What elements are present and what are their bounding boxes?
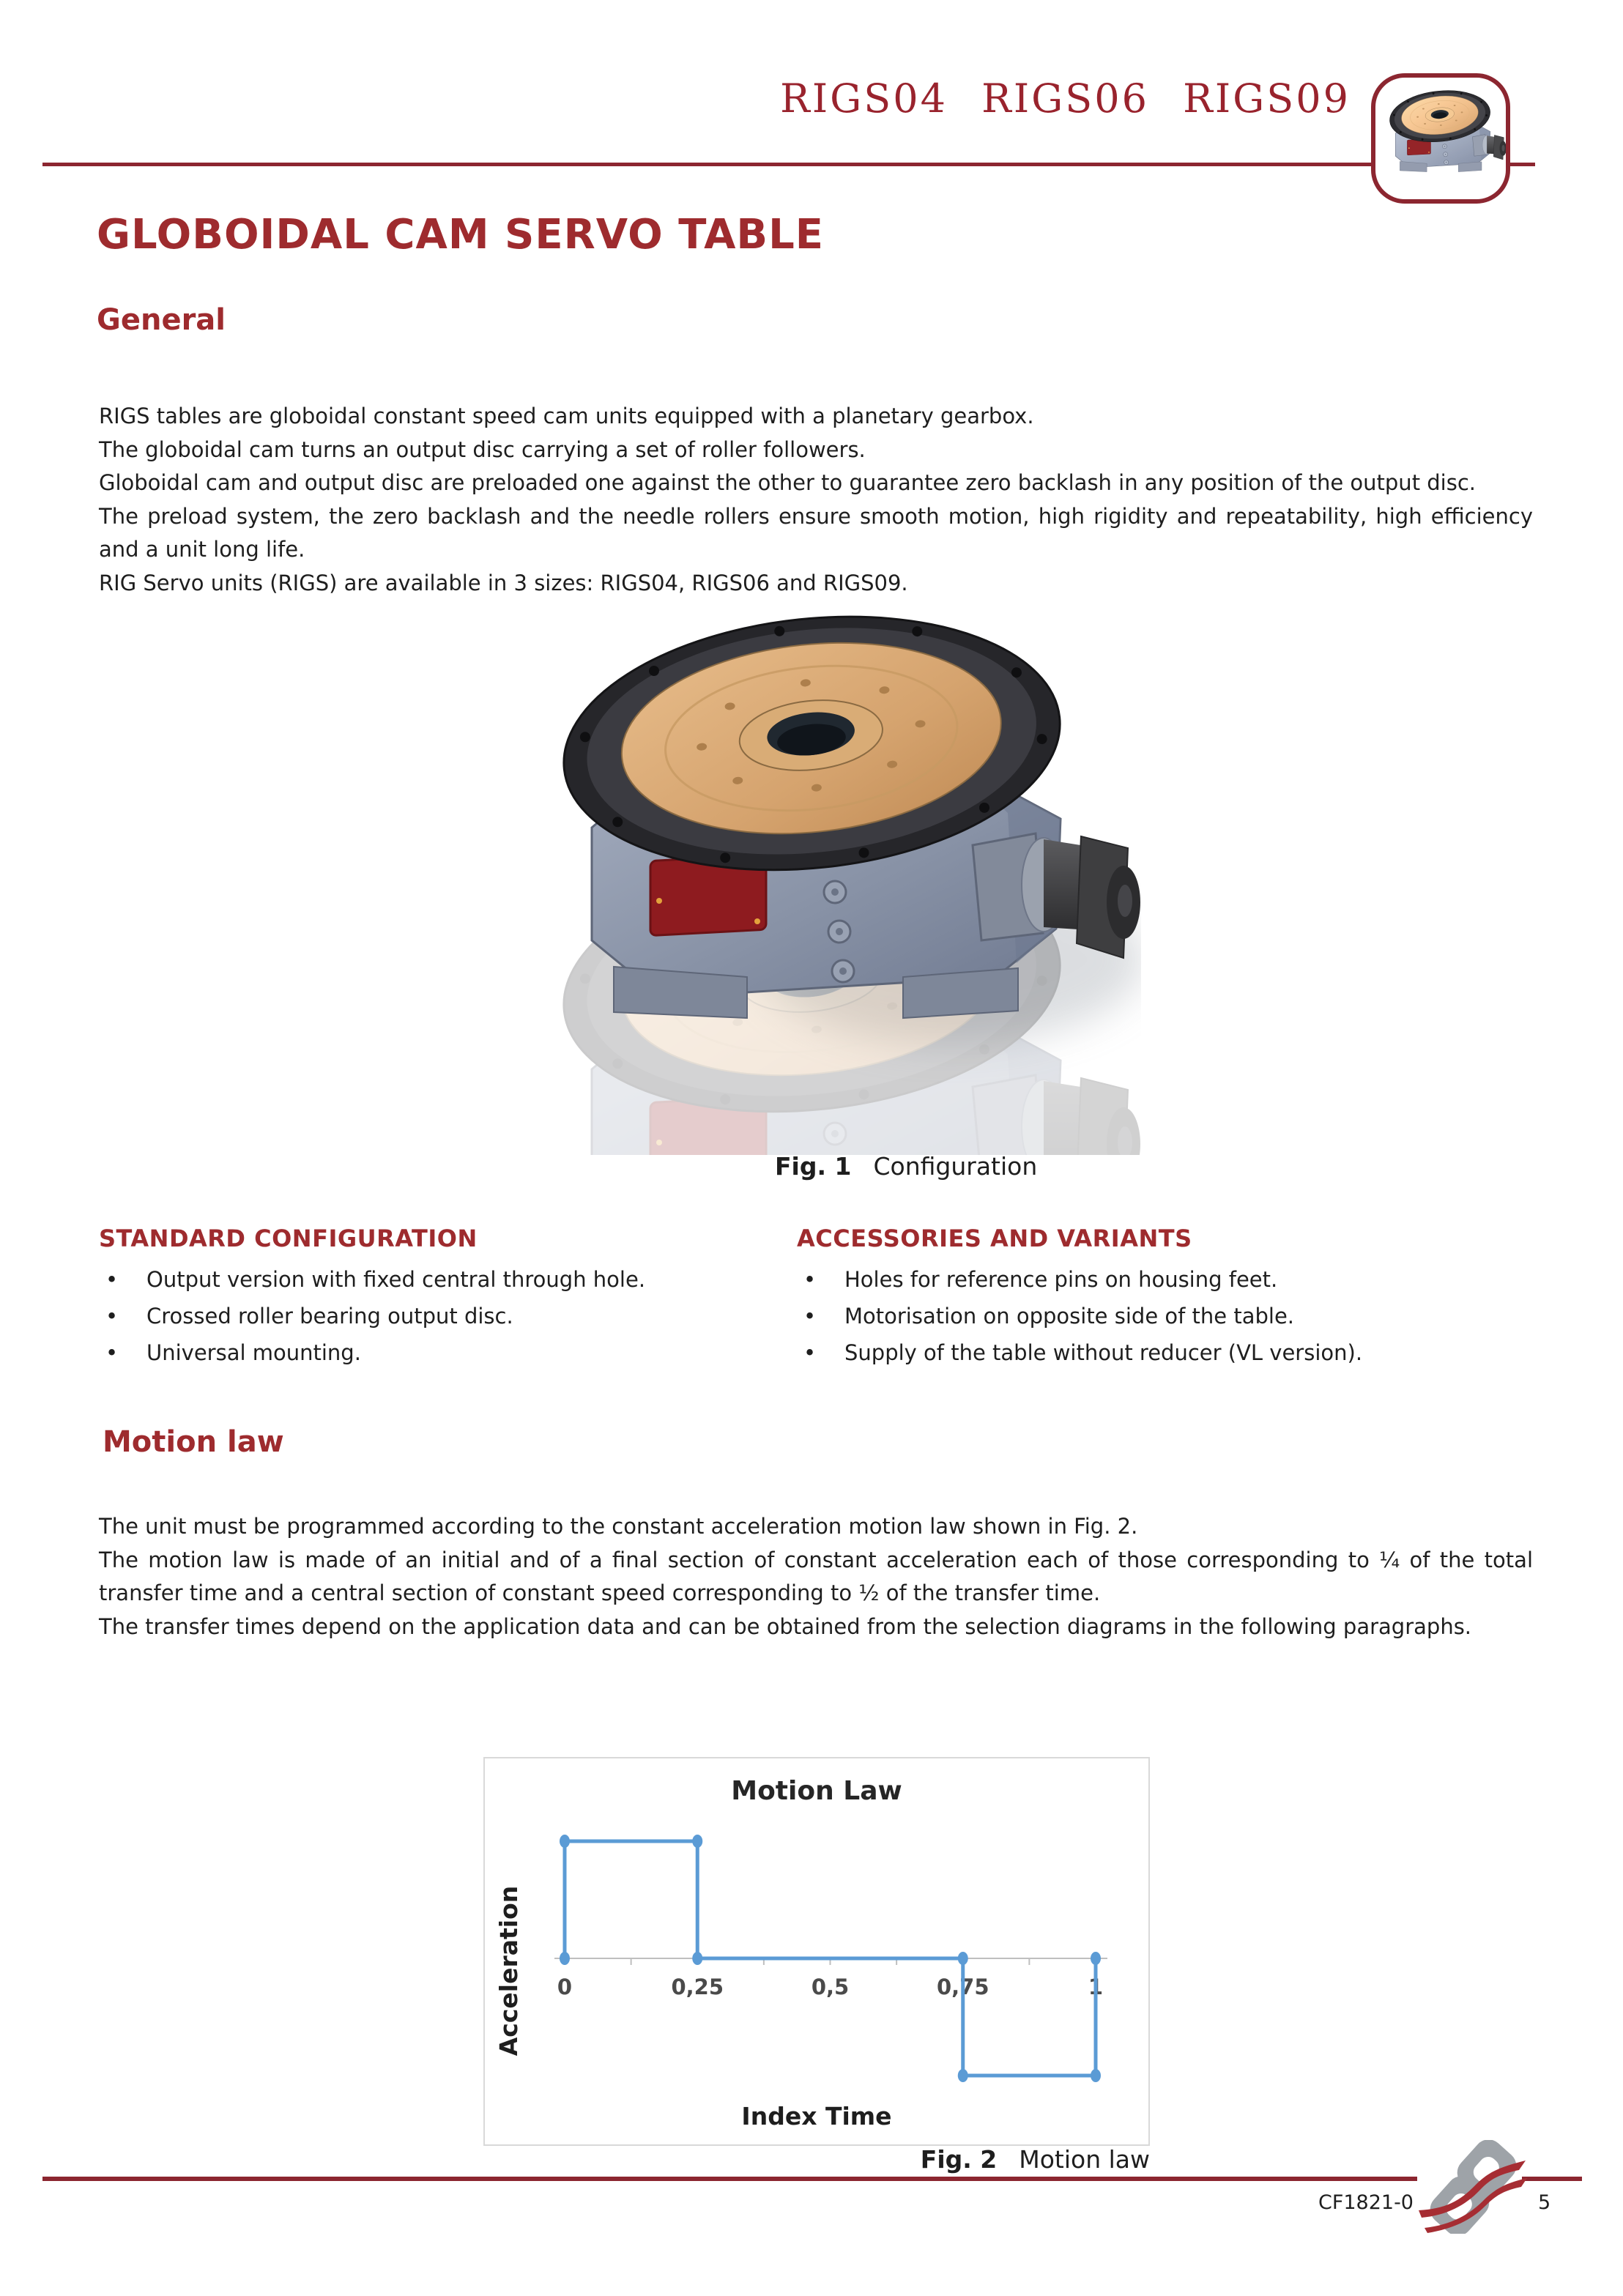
x-tick-label: 0,5 <box>811 1974 850 1999</box>
figure1-label: Fig. 1 <box>775 1152 852 1181</box>
product-render-figure <box>504 601 1141 1155</box>
paragraph: The unit must be programmed according to the constant acceleration motion law shown in Fig. 2. <box>99 1514 1138 1539</box>
motion-law-paragraphs <box>99 1510 1533 1643</box>
list-item: • Crossed roller bearing output disc. <box>103 1298 762 1334</box>
figure1-text: Configuration <box>873 1152 1038 1181</box>
list-item: • Output version with fixed central through hole. <box>103 1261 762 1298</box>
data-point-marker <box>958 2069 968 2082</box>
x-tick-label: 0,75 <box>936 1974 989 1999</box>
paragraph: RIG Servo units (RIGS) are available in 3 sizes: RIGS04, RIGS06 and RIGS09. <box>99 570 908 595</box>
footer-rule <box>1522 2177 1582 2181</box>
x-tick-label: 1 <box>1088 1974 1104 1999</box>
accessories-variants-heading: ACCESSORIES AND VARIANTS <box>797 1225 1192 1252</box>
x-tick-label: 0,25 <box>671 1974 724 1999</box>
figure1-caption <box>775 1152 1037 1181</box>
y-axis-label: Acceleration <box>494 1885 523 2057</box>
paragraph: RIGS tables are globoidal constant speed cam units equipped with a planetary gearbox. <box>99 404 1034 428</box>
paragraph: The transfer times depend on the application data and can be obtained from the selection diagrams in the following paragraphs. <box>99 1613 1472 1639</box>
figure2-label: Fig. 2 <box>920 2145 998 2174</box>
data-point-marker <box>560 1835 570 1848</box>
paragraph: The motion law is made of an initial and of a final section of constant acceleration each of those corresponding to ¼ of the total transfer time and a central section of constant speed corresponding to ½ of the transfer time. <box>99 1547 1533 1605</box>
list-item: • Supply of the table without reducer (VL version). <box>801 1334 1533 1371</box>
standard-configuration-heading: STANDARD CONFIGURATION <box>99 1225 478 1252</box>
company-logo <box>1417 2140 1527 2234</box>
figure2-caption <box>485 2145 1150 2174</box>
document-title: GLOBOIDAL CAM SERVO TABLE <box>97 211 825 259</box>
footer-rule <box>42 2177 1417 2181</box>
document-code: CF1821-0 <box>1318 2191 1414 2214</box>
x-axis-label: Index Time <box>741 2102 892 2130</box>
list-item: • Universal mounting. <box>103 1334 762 1371</box>
servo-table-icon-image <box>1378 85 1507 182</box>
motion-law-chart-canvas <box>485 1758 1148 2144</box>
header-rule <box>42 163 1535 166</box>
standard-configuration-list <box>103 1261 762 1371</box>
section-heading-motion-law: Motion law <box>103 1425 284 1459</box>
figure2-text: Motion law <box>1019 2145 1150 2174</box>
page-number: 5 <box>1538 2191 1551 2214</box>
section-heading-general: General <box>97 303 226 337</box>
paragraph: Globoidal cam and output disc are preloaded one against the other to guarantee zero backlash in any position of the output disc. <box>99 470 1477 495</box>
data-point-marker <box>1091 1952 1101 1965</box>
list-item: • Holes for reference pins on housing feet. <box>801 1261 1533 1298</box>
data-point-marker <box>958 1952 968 1965</box>
data-point-marker <box>1091 2069 1101 2082</box>
paragraph: The preload system, the zero backlash and the needle rollers ensure smooth motion, high rigidity and repeatability, high efficiency and a unit long life. <box>99 503 1533 562</box>
data-point-marker <box>692 1952 702 1965</box>
x-tick-label: 0 <box>557 1974 573 1999</box>
general-paragraphs <box>99 400 1533 600</box>
data-point-marker <box>560 1952 570 1965</box>
servo-table-icon <box>1371 73 1510 204</box>
motion-law-chart <box>483 1757 1150 2146</box>
list-item: • Motorisation on opposite side of the table. <box>801 1298 1533 1334</box>
page-title: RIGS04 RIGS06 RIGS09 <box>780 75 1351 122</box>
accessories-variants-list <box>801 1261 1533 1371</box>
data-point-marker <box>692 1835 702 1848</box>
paragraph: The globoidal cam turns an output disc carrying a set of roller followers. <box>99 436 866 462</box>
chart-title: Motion Law <box>731 1776 902 1806</box>
